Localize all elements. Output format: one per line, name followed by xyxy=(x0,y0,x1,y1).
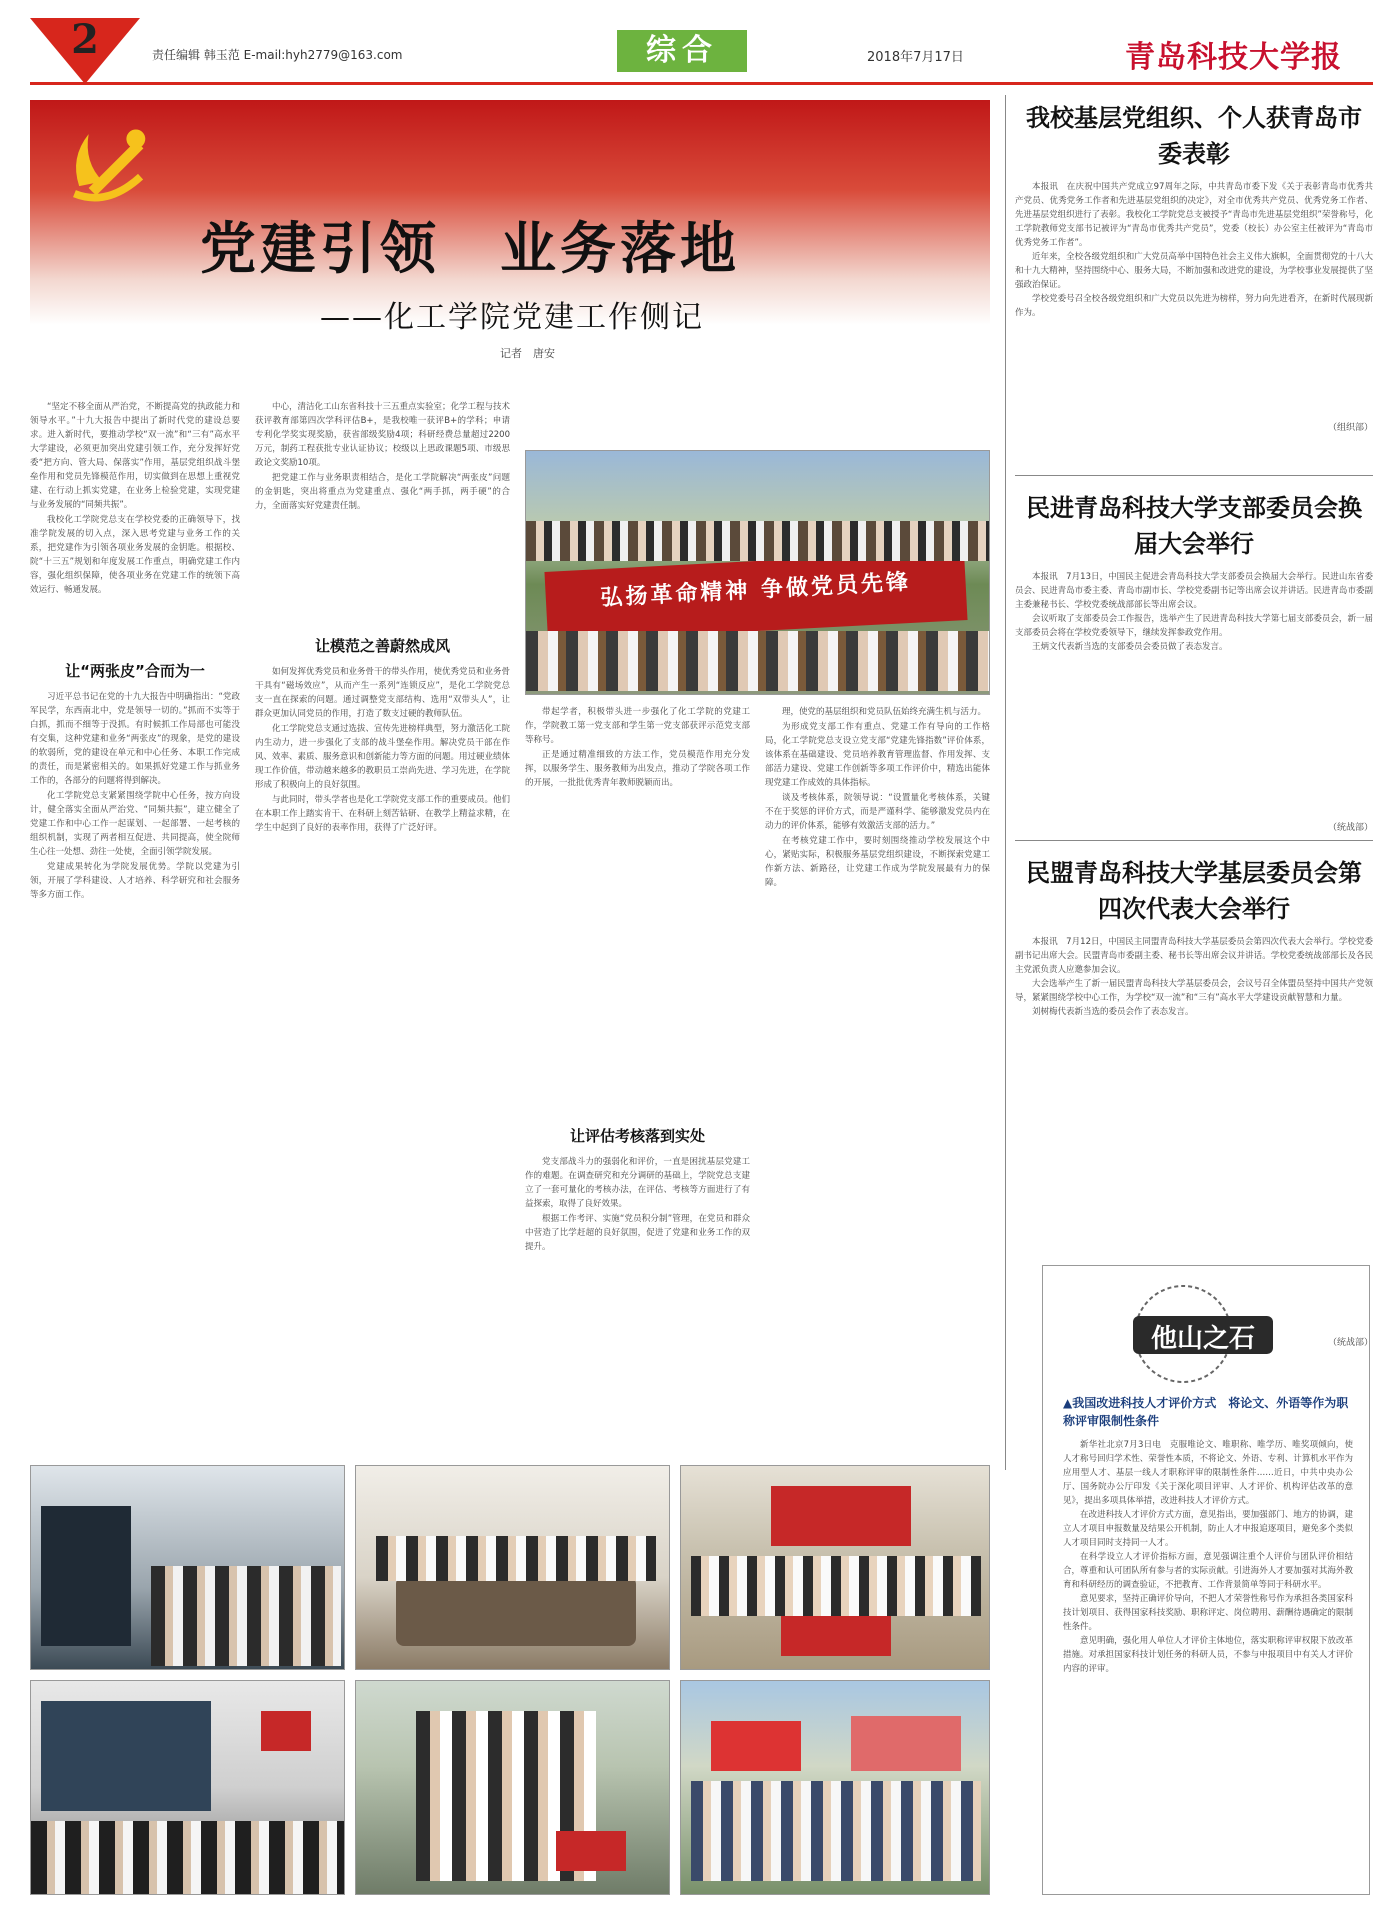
article-title: 我校基层党组织、个人获青岛市委表彰 xyxy=(1026,103,1362,168)
article-source: （组织部） xyxy=(1327,423,1373,433)
photo-people xyxy=(691,1556,981,1616)
photo-group-hall xyxy=(680,1465,990,1670)
red-banner-text: 弘扬革命精神 争做党员先锋 xyxy=(599,569,912,612)
lead-col2 xyxy=(255,400,510,620)
photo-flag xyxy=(261,1711,311,1751)
subheading-3: 让评估考核落到实处 xyxy=(569,1127,705,1145)
article-body xyxy=(1015,570,1373,820)
paragraph: 化工学院党总支紧紧围绕学院中心任务，按方向设计，健全落实全面从严治党、“同频共振”，建立健全了党建工作和中心工作一起谋划、一起部署、一起考核的组织机制，实现了两者相互促进、共同提高，使全院师生心往一处想、劲往一处使，全面引领学院发展。 xyxy=(30,791,240,857)
crowd-front xyxy=(526,631,990,691)
photo-volunteer xyxy=(355,1680,670,1895)
right-article-2 xyxy=(1015,490,1373,833)
paragraph: 我校化工学院党总支在学校党委的正确领导下，找准学院发展的切入点，深入思考党建与业务工作的关系，把党建作为引领各项业务发展的金钥匙。根据校、院“十三五”规划和年度发展工作重点，明确党建工作内容，强化组织保障，使各项业务在党建工作的统领下高效运行、畅通发展。 xyxy=(30,515,240,595)
red-banner xyxy=(544,550,967,642)
photo-panel xyxy=(41,1506,131,1646)
paragraph: 带起学者，积极带头进一步强化了化工学院的党建工作，学院教工第一党支部和学生第一党支部获评示范党支部等称号。 xyxy=(525,707,750,745)
paragraph: 近年来，全校各级党组织和广大党员高举中国特色社会主义伟大旗帜，全面贯彻党的十八大和十九大精神，坚持围绕中心、服务大局，不断加强和改进党的建设，为学校事业发展提供了坚强政治保证。 xyxy=(1015,252,1373,290)
lead-col2b xyxy=(255,665,510,1445)
article-body xyxy=(1015,180,1373,420)
photo-lecture xyxy=(30,1680,345,1895)
paragraph: 在科学设立人才评价指标方面，意见强调注重个人评价与团队评价相结合，尊重和认可团队所有参与者的实际贡献。引进海外人才要加强对其海外教育和科研经历的调查验证，不把教育、工作背景简单等同于科研水平。 xyxy=(1063,1552,1353,1590)
issue-date: 2018年7月17日 xyxy=(867,50,964,65)
photo-outdoor-group xyxy=(680,1680,990,1895)
photo-audience xyxy=(31,1821,345,1895)
party-emblem-icon xyxy=(60,120,155,205)
paragraph: 会议听取了支部委员会工作报告，选举产生了民进青岛科技大学第七届支部委员会，新一届支部委员会将在学校党委领导下，继续发挥参政党作用。 xyxy=(1015,614,1373,638)
photo-meeting xyxy=(355,1465,670,1670)
paragraph: 本报讯 7月12日，中国民主同盟青岛科技大学基层委员会第四次代表大会举行。学校党委副书记出席大会。民盟青岛市委副主委、秘书长等出席会议并讲话。学校党委统战部部长及各民主党派负责人应邀参加会议。 xyxy=(1015,937,1373,975)
photo-table xyxy=(396,1576,636,1646)
photo-banner xyxy=(771,1486,911,1546)
paragraph: 理，使党的基层组织和党员队伍始终充满生机与活力。 xyxy=(782,707,987,717)
paragraph: 为形成党支部工作有重点、党建工作有导向的工作格局，化工学院党总支设立党支部“党建先锋指数”评价体系，该体系在基础建设、党员培养教育管理监督、作用发挥、支部活力建设、党建工作创新等多项工作评价中，精选出能体现党建工作成效的具体指标。 xyxy=(765,722,990,788)
photo-tent xyxy=(851,1716,961,1771)
photo-tent xyxy=(711,1721,801,1771)
paragraph: “坚定不移全面从严治党，不断提高党的执政能力和领导水平。”十九大报告中提出了新时代党的建设总要求。进入新时代，要推动学校“双一流”和“三有”高水平大学建设，必须更加突出党建引领工作，充分发挥好党委“把方向、管大局、保落实”作用，基层党组织战斗堡垒作用和党员先锋模范作用，切实做到在思想上重视党建、在行动上抓实党建，在业务上检验党建，实现党建与业务发展的“同频共振”。 xyxy=(30,402,240,510)
paragraph: 王炳文代表新当选的支部委员会委员做了表态发言。 xyxy=(1032,642,1228,652)
paragraph: 党支部战斗力的强弱化和评价，一直是困扰基层党建工作的难题。在调查研究和充分调研的基础上，学院党总支建立了一套可量化的考核办法，在评估、考核等方面进行了有益探索，取得了良好效果。 xyxy=(525,1157,750,1209)
sidebar-logo-text: 他山之石 xyxy=(1150,1324,1255,1354)
paragraph: 正是通过精准细致的方法工作，党员模范作用充分发挥，以服务学生、服务教师为出发点，推动了学院各项工作的开展，一批批优秀青年教师脱颖而出。 xyxy=(525,750,750,788)
lead-col3b xyxy=(525,1155,750,1445)
photo-lab-visit xyxy=(30,1465,345,1670)
photo-screen xyxy=(41,1701,211,1811)
lead-title: 党建引领 业务落地 xyxy=(200,216,740,282)
lead-subtitle: ——化工学院党建工作侧记 xyxy=(320,300,704,335)
article-title: 民进青岛科技大学支部委员会换届大会举行 xyxy=(1026,493,1362,558)
crowd-row xyxy=(526,521,990,561)
page-header xyxy=(0,0,1383,92)
paragraph: 党建成果转化为学院发展优势。学院以党建为引领，开展了学科建设、人才培养、科学研究和社会服务等多方面工作。 xyxy=(30,862,240,900)
paragraph: 把党建工作与业务职责相结合，是化工学院解决“两张皮”问题的金钥匙，突出将重点为党建重点、强化“两手抓，两手硬”的合力，全面落实好党建责任制。 xyxy=(255,473,510,511)
lead-col4 xyxy=(765,705,990,1445)
article-source: （统战部） xyxy=(1327,823,1373,833)
lead-col1b xyxy=(30,690,240,1445)
paragraph: 本报讯 在庆祝中国共产党成立97周年之际，中共青岛市委下发《关于表彰青岛市优秀共产党员、优秀党务工作者和先进基层党组织的决定》，对全市优秀共产党员、优秀党务工作者、先进基层党组织进行了表彰。我校化工学院党总支被授予“青岛市先进基层党组织”荣誉称号，化工学院教师党支部书记被评为“青岛市优秀共产党员”，党委（校长）办公室主任被评为“青岛市优秀党务工作者”。 xyxy=(1015,182,1373,248)
editor-info: 责任编辑 韩玉范 E-mail:hyh2779@163.com xyxy=(152,48,403,62)
article-title: 民盟青岛科技大学基层委员会第四次代表大会举行 xyxy=(1026,858,1362,923)
paragraph: 新华社北京7月3日电 克服唯论文、唯职称、唯学历、唯奖项倾向，使人才称号回归学术性、荣誉性本质，不将论文、外语、专利、计算机水平作为应用型人才、基层一线人才职称评审的限制性条件……近日，中共中央办公厅、国务院办公厅印发《关于深化项目评审、人才评价、机构评估改革的意见》，提出多项具体举措，改进科技人才评价方式。 xyxy=(1063,1440,1353,1506)
group-photo xyxy=(525,450,990,695)
paragraph: 刘树梅代表新当选的委员会作了表态发言。 xyxy=(1032,1007,1194,1017)
photo-sign xyxy=(556,1831,626,1871)
right-article-1 xyxy=(1015,100,1373,433)
page-number: 2 xyxy=(71,16,99,63)
photo-people xyxy=(151,1566,341,1666)
lead-col1 xyxy=(30,400,240,643)
article-source: （统战部） xyxy=(1327,1338,1373,1348)
paragraph: 根据工作考评、实施“党员积分制”管理，在党员和群众中营造了比学赶超的良好氛围，促进了党建和业务工作的双提升。 xyxy=(525,1214,750,1252)
paragraph: 大会选举产生了新一届民盟青岛科技大学基层委员会，会议号召全体盟员坚持中国共产党领导，紧紧围绕学校中心工作，为学校“双一流”和“三有”高水平大学建设贡献智慧和力量。 xyxy=(1015,979,1373,1003)
paragraph: 意见要求，坚持正确评价导向，不把人才荣誉性称号作为承担各类国家科技计划项目、获得国家科技奖励、职称评定、岗位聘用、薪酬待遇确定的限制性条件。 xyxy=(1063,1594,1353,1632)
paragraph: 在考核党建工作中，要时刻围绕推动学校发展这个中心，紧贴实际，积极服务基层党组织建设，不断探索党建工作新方法、新路径，让党建工作成为学院发展最有力的保障。 xyxy=(765,836,990,888)
photo-people xyxy=(691,1781,981,1881)
sidebar-headline: ▲我国改进科技人才评价方式 将论文、外语等作为职称评审限制性条件 xyxy=(1063,1396,1349,1428)
column-divider xyxy=(1005,95,1006,1470)
article-rule xyxy=(1015,475,1373,476)
paragraph: 学校党委号召全校各级党组织和广大党员以先进为榜样，努力向先进看齐，在新时代展现新作为。 xyxy=(1015,294,1373,318)
paragraph: 化工学院党总支通过选拔、宣传先进榜样典型，努力激活化工院内生动力，进一步强化了支部的战斗堡垒作用。解决党员干部在作风、效率、素质、服务意识和创新能力等方面的问题。用过硬业绩体现工作价值，带动越来越多的教职员工崇尚先进、学习先进，在学院形成了积极向上的良好氛围。 xyxy=(255,724,510,790)
subheading-1: 让“两张皮”合而为一 xyxy=(65,662,205,680)
sidebar-body xyxy=(1063,1438,1353,1888)
paragraph: 与此同时，带头学者也是化工学院党支部工作的重要成员。他们在本职工作上踏实肯干、在科研上刻苦钻研、在教学上精益求精，在学生中起到了良好的表率作用，获得了广泛好评。 xyxy=(255,795,510,833)
lead-col3 xyxy=(525,705,750,1115)
header-rule xyxy=(30,82,1373,85)
article-rule xyxy=(1015,840,1373,841)
paragraph: 意见明确，强化用人单位人才评价主体地位，落实职称评审权限下放改革措施。对承担国家科技计划任务的科研人员，不参与申报项目中有关人才评价内容的评审。 xyxy=(1063,1636,1353,1674)
sidebar-logo xyxy=(1103,1276,1303,1386)
lead-byline: 记者 唐安 xyxy=(500,347,555,360)
paragraph: 如何发挥优秀党员和业务骨干的带头作用，使优秀党员和业务骨干具有“磁场效应”，从而产生一系列“连锁反应”，是化工学院党总支一直在探索的问题。通过调整党支部结构、选用“双带头人”，让群众更加认同党员的作用，打造了数支过硬的教师队伍。 xyxy=(255,667,510,719)
paragraph: 习近平总书记在党的十九大报告中明确指出：“党政军民学，东西南北中，党是领导一切的。”抓而不实等于白抓，抓而不细等于没抓。有时候抓工作局部也可能没有交集，这种党建和业务“两张皮”的现象，是党的建设的软弱所，党的建设在单元和中心任务、本职工作完成的责任，而是紧密相关的。如果抓好党建工作与抓业务工作的，各部分的问题将得到解决。 xyxy=(30,692,240,786)
paragraph: 中心，清洁化工山东省科技十三五重点实验室；化学工程与技术获评教育部第四次学科评估B+，是我校唯一获评B+的学科；申请专利化学奖实现奖励，获省部级奖励4项；科研经费总量超过2200万元，制药工程获批专业认证协议；校级以上思政课题5项、市级思政论文奖励10项。 xyxy=(255,402,510,468)
masthead: 青岛科技大学报 xyxy=(1125,40,1342,75)
sidebar-box xyxy=(1042,1265,1370,1895)
paragraph: 在改进科技人才评价方式方面，意见指出，要加强部门、地方的协调，建立人才项目申报数量及结果公开机制，防止人才申报追逐项目，避免多个类似人才项目同时支持同一人才。 xyxy=(1063,1510,1353,1548)
photo-people xyxy=(376,1536,656,1581)
paragraph: 谈及考核体系，院领导说：“设置量化考核体系，关键不在于奖惩的评价方式，而是严谨科学、能够激发党员内在动力的评价体系，能够有效激活支部的活力。” xyxy=(765,793,990,831)
section-label: 综合 xyxy=(617,30,747,72)
photo-flag xyxy=(781,1616,891,1656)
subheading-2: 让模范之善蔚然成风 xyxy=(314,637,450,655)
paragraph: 本报讯 7月13日，中国民主促进会青岛科技大学支部委员会换届大会举行。民进山东省委员会、民进青岛市委主委、青岛市副市长、学校党委副书记等出席会议并讲话。民进青岛市委副主委兼秘书长、学校党委统战部部长等出席会议。 xyxy=(1015,572,1373,610)
